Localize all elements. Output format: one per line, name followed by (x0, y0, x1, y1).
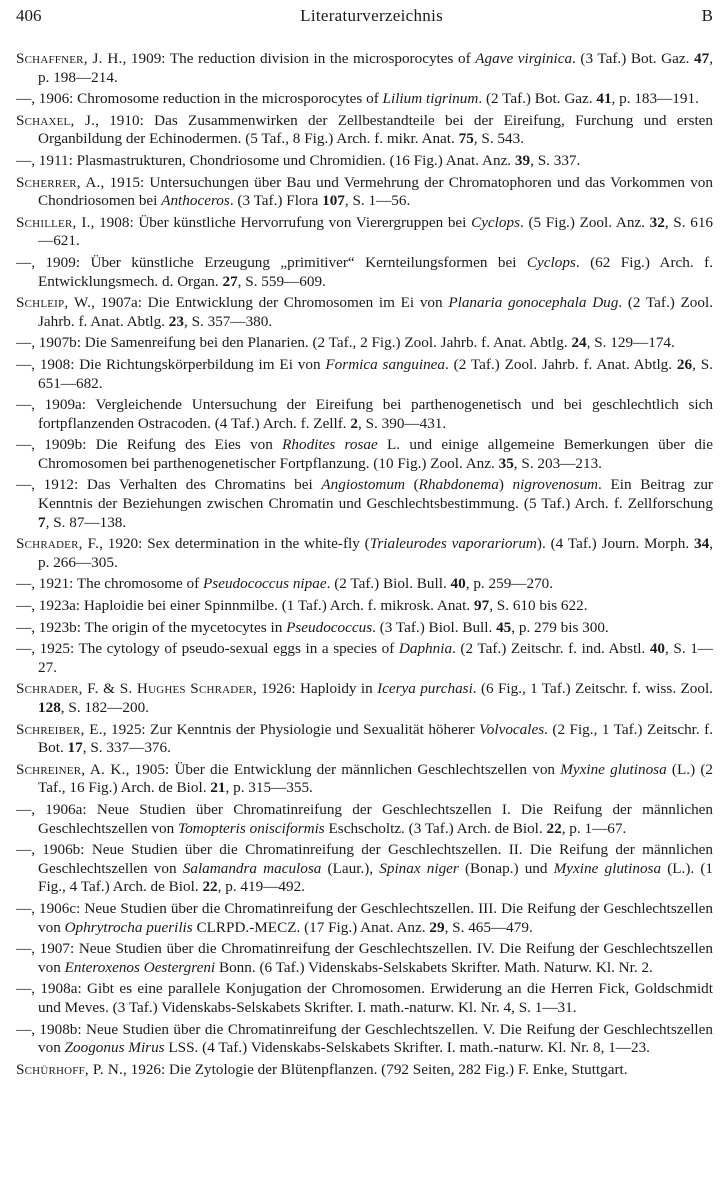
entry-author: Schiller, I. (16, 213, 91, 231)
entry-text: Bonn. (6 Taf.) Videnskabs-Selskabets Skrifter. Math. Naturw. Kl. Nr. 2. (215, 958, 653, 976)
bibliography-entry (16, 597, 713, 616)
entry-text: . Ein Beitrag zur Kenntnis der Beziehungen zwischen Chromatin und Geschlechtsbestimmung. (5 Taf.) Arch. f. Zellforschung (38, 476, 713, 513)
entry-author: Schrader, F. (16, 535, 100, 553)
entry-volume: 45 (496, 618, 512, 636)
entry-text: —, 1909a: Vergleichende Untersuchung der Eireifung bei parthenogenetisch und bei geschlechtlich sich fortpflanzenden Ostracoden. (4 Taf.) Arch. f. Zellf. (16, 396, 713, 432)
entry-text: , 1926: Haploidy in (252, 680, 378, 698)
section-letter: B (701, 6, 713, 25)
entry-italic-text: Salamandra maculosa (182, 859, 322, 877)
entry-text: L. und einige allgemeine Bemerkungen über die Chromosomen bei parthenogenetischer Fortpflanzung. (10 Fig.) Zool. Anz. (38, 436, 713, 472)
entry-text: . (3 Taf.) Bot. Gaz. (572, 50, 694, 67)
bibliography-entry (16, 535, 713, 572)
entry-italic-text: Ophrytrocha puerilis (64, 918, 193, 936)
bibliography-entry (16, 112, 713, 149)
entry-volume: 29 (429, 918, 445, 936)
entry-italic-text: Lilium tigrinum (382, 90, 479, 108)
entry-text: Eschscholtz. (3 Taf.) Arch. de Biol. (324, 819, 547, 837)
entry-text: , S. 1—56. (344, 192, 411, 210)
entry-text: —, 1908b: Neue Studien über die Chromatinreifung der Geschlechtszellen. V. Die Reifung der Geschlechtszellen von (16, 1020, 713, 1057)
bibliography-entry (16, 980, 713, 1017)
bibliography-entry (16, 761, 713, 798)
entry-text: , S. 465—479. (444, 918, 533, 936)
entry-text: . (2 Taf.) Zeitschr. f. ind. Abstl. (452, 640, 650, 658)
entry-text: . (3 Taf.) Biol. Bull. (372, 618, 497, 636)
entry-italic-text: Cyclops (471, 213, 520, 231)
entry-italic-text: nigrovenosum (512, 476, 599, 494)
bibliography-entry (16, 900, 713, 937)
bibliography-entry (16, 841, 713, 897)
entry-italic-text: Anthoceros (161, 192, 230, 210)
entry-author: Schaxel, J. (16, 111, 96, 129)
entry-italic-text: Spinax niger (379, 859, 459, 877)
entry-text: , S. 616—621. (38, 213, 714, 250)
bibliography-entry (16, 680, 713, 717)
entry-text: , S. 337—376. (82, 739, 171, 757)
entry-italic-text: Pseudococcus (286, 618, 373, 636)
entry-italic-text: Planaria gonocephala Dug (448, 294, 619, 312)
entry-text: CLRPD.-MECZ. (17 Fig.) Anat. Anz. (192, 918, 430, 936)
entry-text: —, 1906: Chromosome reduction in the microsporocytes of (16, 90, 383, 108)
entry-text: —, 1906b: Neue Studien über die Chromatinreifung der Geschlechtszellen. II. Die Reifung der männlichen Geschlechtszellen von (16, 841, 713, 877)
entry-italic-text: Trialeurodes vaporariorum (369, 535, 537, 553)
bibliography-entry (16, 50, 713, 87)
entry-volume: 40 (450, 575, 466, 593)
entry-volume: 41 (596, 90, 612, 108)
entry-text: —, 1925: The cytology of pseudo-sexual eggs in a species of (16, 640, 399, 658)
entry-italic-text: Angiostomum (321, 476, 405, 494)
bibliography-entry (16, 476, 713, 532)
entry-author: Schrader, F. & S. Hughes Schrader (16, 680, 253, 698)
entry-text: —, 1911: Plasmastrukturen, Chondriosome und Chromidien. (16 Fig.) Anat. Anz. (16, 151, 515, 169)
entry-text: —, 1906a: Neue Studien über Chromatinreifung der Geschlechtszellen I. Die Reifung der männlichen Geschlechtszellen von (16, 800, 713, 837)
entry-volume: 97 (474, 597, 490, 615)
entry-volume: 22 (546, 819, 562, 837)
entry-text: , 1915: Untersuchungen über Bau und Vermehrung der Chromatophoren und das Vorkommen von Chondriosomen bei (38, 173, 713, 210)
entry-italic-text: Rhodites rosae (282, 436, 378, 454)
entry-text: , S. 337. (530, 151, 581, 169)
entry-text: , S. 610 bis 622. (489, 597, 588, 615)
entry-text: —, 1908a: Gibt es eine parallele Konjugation der Chromosomen. Erwiderung an die Herren Fick, Goldschmidt und Meves. (3 Taf.) Videnskabs-Selskabets Skrifter. I. math.-naturw. Kl. Nr. 4, S. 1—31. (16, 980, 713, 1016)
bibliography-entry (16, 294, 713, 331)
entry-volume: 24 (571, 334, 587, 352)
entry-text: , 1910: Das Zusammenwirken der Zellbestandteile bei der Eireifung, Furchung und ersten Organbildung der Echinodermen. (5 Taf., 8 Fig.) Arch. f. mikr. Anat. (38, 111, 713, 148)
entry-text: , S. 390—431. (358, 414, 447, 432)
page-header (16, 6, 713, 42)
entry-text: (L.) (2 Taf., 16 Fig.) Arch. de Biol. (38, 760, 714, 797)
entry-italic-text: Daphnia (398, 640, 453, 658)
entry-text: ). (4 Taf.) Journ. Morph. (536, 535, 695, 553)
bibliography-entry (16, 940, 713, 977)
bibliography-entry (16, 721, 713, 758)
entry-text: , 1926: Die Zytologie der Blütenpflanzen. (792 Seiten, 282 Fig.) F. Enke, Stuttgart. (123, 1060, 628, 1078)
page-number: 406 (16, 6, 42, 25)
entry-text: , S. 651—682. (38, 355, 713, 392)
entry-text: , p. 259—270. (465, 575, 554, 593)
bibliography-entry (16, 619, 713, 638)
entry-text: —, 1909b: Die Reifung des Eies von (16, 436, 283, 454)
entry-volume: 40 (649, 640, 665, 658)
entry-text: , S. 129—174. (586, 334, 675, 352)
entry-text: , p. 315—355. (225, 779, 313, 797)
entry-text: . (2 Fig., 1 Taf.) Zeitschr. f. Bot. (38, 720, 713, 757)
entry-text: —, 1907b: Die Samenreifung bei den Planarien. (2 Taf., 2 Fig.) Zool. Jahrb. f. Anat. Abtlg. (16, 334, 572, 352)
entry-text: , S. 543. (473, 130, 524, 148)
entry-text: , S. 182—200. (60, 699, 149, 716)
entry-italic-text: Pseudococcus nipae (203, 575, 327, 593)
entry-italic-text: Tomopteris onisciformis (178, 819, 325, 837)
bibliography-entry (16, 1061, 713, 1080)
entry-italic-text: Cyclops (526, 253, 576, 271)
entry-volume: 47 (694, 50, 710, 67)
bibliography-entry (16, 214, 713, 251)
entry-text: —, 1912: Das Verhalten des Chromatins bei (16, 476, 322, 494)
entry-italic-text: Agave virginica (475, 50, 573, 67)
entry-volume: 39 (514, 151, 531, 169)
entry-volume: 23 (168, 312, 184, 330)
entry-text: ) (498, 476, 513, 494)
entry-volume: 35 (498, 454, 514, 472)
entry-italic-text: Volvocales (479, 720, 545, 738)
entry-text: ( (404, 476, 419, 494)
entry-text: —, 1906c: Neue Studien über die Chromatinreifung der Geschlechtszellen. III. Die Reifung der Geschlechtszellen von (16, 899, 713, 936)
entry-text: . (5 Fig.) Zool. Anz. (520, 213, 650, 231)
entry-text: —, 1907: Neue Studien über die Chromatinreifung der Geschlechtszellen. IV. Die Reifung der Geschlechtszellen von (16, 940, 713, 976)
entry-italic-text: Enteroxenos Oestergreni (64, 958, 216, 976)
entry-text: , S. 87—138. (45, 513, 127, 531)
bibliography-entry (16, 396, 713, 433)
entry-text: , p. 198—214. (38, 50, 713, 86)
entry-text: , p. 419—492. (217, 878, 305, 896)
bibliography-entry (16, 254, 713, 291)
entry-text: , p. 266—305. (38, 535, 713, 571)
entry-text: . (3 Taf.) Flora (229, 192, 323, 210)
entry-text: , S. 559—609. (237, 272, 326, 290)
entry-text: —, 1923a: Haploidie bei einer Spinnmilbe. (1 Taf.) Arch. f. mikrosk. Anat. (16, 597, 474, 615)
entry-volume: 22 (202, 878, 218, 896)
entry-text: . (6 Fig., 1 Taf.) Zeitschr. f. wiss. Zool. (472, 680, 713, 698)
entry-text: , 1920: Sex determination in the white-fly ( (99, 535, 370, 553)
entry-volume: 26 (676, 355, 693, 373)
entry-text: , 1905: Über die Entwicklung der männlichen Geschlechtszellen von (125, 760, 561, 778)
entry-italic-text: Icerya purchasi (377, 680, 473, 698)
bibliography-entry (16, 1021, 713, 1058)
entry-text: . (2 Taf.) Zool. Jahrb. f. Anat. Abtlg. (38, 294, 714, 330)
entry-text: , 1909: The reduction division in the microsporocytes of (122, 50, 476, 67)
entry-volume: 34 (694, 535, 710, 553)
entry-text: , 1925: Zur Kenntnis der Physiologie und Sexualität höherer (102, 720, 480, 738)
entry-italic-text: Myxine glutinosa (553, 859, 662, 877)
entry-text: (Bonap.) und (458, 859, 554, 877)
entry-text: , 1907a: Die Entwicklung der Chromosomen im Ei von (91, 294, 449, 312)
entry-author: Schürhoff, P. N. (16, 1060, 124, 1078)
entry-text: —, 1908: Die Richtungskörperbildung im Ei von (16, 355, 326, 373)
bibliography-entry (16, 436, 713, 473)
entry-text: —, 1921: The chromosome of (16, 575, 204, 593)
entry-volume: 32 (649, 213, 665, 231)
entry-text: . (2 Taf.) Biol. Bull. (326, 575, 451, 593)
entry-volume: 128 (38, 699, 61, 716)
entry-italic-text: Myxine glutinosa (560, 760, 667, 778)
bibliography-entry (16, 801, 713, 838)
entry-text: LSS. (4 Taf.) Videnskabs-Selskabets Skrifter. I. math.-naturw. Kl. Nr. 8, 1—23. (164, 1039, 650, 1057)
entry-author: Schreiber, E. (16, 720, 103, 738)
entry-text: , p. 1—67. (561, 819, 627, 837)
entry-text: . (62 Fig.) Arch. f. Entwicklungsmech. d. Organ. (38, 253, 713, 290)
entry-text: . (2 Taf.) Bot. Gaz. (478, 90, 597, 108)
entry-italic-text: Zoogonus Mirus (64, 1039, 165, 1057)
entry-volume: 75 (458, 130, 474, 148)
bibliography-list (16, 50, 713, 1079)
entry-volume: 7 (38, 513, 46, 531)
entry-author: Schaffner, J. H. (16, 50, 123, 67)
entry-author: Scherrer, A. (16, 173, 101, 191)
bibliography-entry (16, 90, 713, 109)
bibliography-entry (16, 356, 713, 393)
entry-text: , p. 183—191. (611, 90, 699, 108)
entry-text: —, 1923b: The origin of the mycetocytes in (16, 618, 287, 636)
entry-text: . (2 Taf.) Zool. Jahrb. f. Anat. Abtlg. (445, 355, 677, 373)
running-title: Literaturverzeichnis (300, 6, 444, 25)
entry-author: Schleip, W. (16, 294, 92, 312)
entry-text: , 1908: Über künstliche Hervorrufung von Vierergruppen bei (90, 213, 472, 231)
entry-volume: 21 (210, 779, 226, 797)
bibliography-entry (16, 640, 713, 677)
entry-volume: 17 (67, 739, 83, 757)
entry-volume: 27 (222, 272, 238, 290)
entry-text: —, 1909: Über künstliche Erzeugung „primitiver“ Kernteilungsformen bei (16, 253, 527, 271)
entry-volume: 2 (350, 414, 358, 432)
bibliography-entry (16, 575, 713, 594)
bibliography-entry (16, 174, 713, 211)
entry-text: (Laur.), (321, 859, 380, 877)
entry-text: , S. 203—213. (513, 454, 602, 472)
entry-text: , p. 279 bis 300. (511, 618, 609, 636)
bibliography-entry (16, 334, 713, 353)
entry-text: (L.). (1 Fig., 4 Taf.) Arch. de Biol. (38, 859, 714, 896)
entry-italic-text: Formica sanguinea (325, 355, 445, 373)
entry-volume: 107 (322, 192, 345, 210)
entry-text: , S. 357—380. (183, 312, 273, 330)
entry-italic-text: Rhabdonema (418, 476, 499, 494)
entry-text: , S. 1—27. (38, 640, 713, 676)
entry-author: Schreiner, A. K. (16, 760, 126, 778)
bibliography-entry (16, 152, 713, 171)
